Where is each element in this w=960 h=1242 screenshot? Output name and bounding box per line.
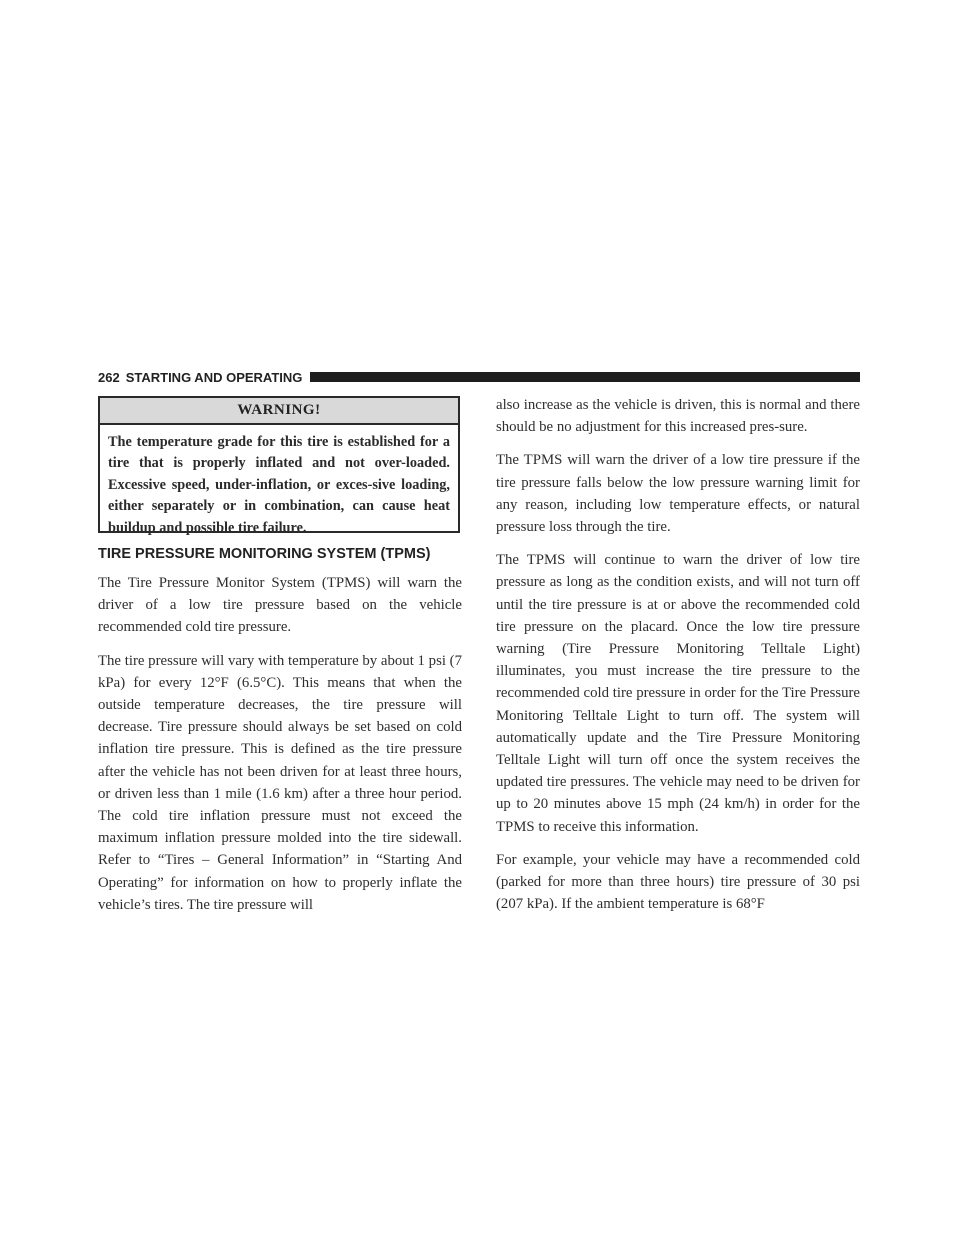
warning-text: The temperature grade for this tire is established for a tire that is properly inflated and not over-loaded. Excessive speed, under-inflation, or exces-sive loading, either separately or in combination, can cause heat buildup and possible tire failure. [108,434,450,536]
right-column [496,394,860,926]
paragraph: The Tire Pressure Monitor System (TPMS) will warn the driver of a low tire pressure based on the vehicle recommended cold tire pressure. [98,575,462,636]
section-title: STARTING AND OPERATING [125,369,303,385]
paragraph: The TPMS will continue to warn the driver of low tire pressure as long as the condition exists, and will not turn off until the tire pressure is at or above the recommended cold tire pressure on the placard. Once the low tire pressure warning (Tire Pressure Monitoring Telltale Light) illuminates, you must increase the tire pressure to the recommended cold tire pressure in order for the Tire Pressure Monitoring Telltale Light to turn off. The system will automatically update and the Tire Pressure Monitoring Telltale Light will turn off once the system receives the updated tire pressures. The vehicle may need to be driven for up to 20 minutes above 15 mph (24 km/h) in order for the TPMS to receive this information. [496,552,860,835]
paragraph: also increase as the vehicle is driven, this is normal and there should be no adjustment for this increased pres-sure. [496,397,860,436]
paragraph: The tire pressure will vary with temperature by about 1 psi (7 kPa) for every 12°F (6.5°C). This means that when the outside temperature decreases, the tire pressure will decrease. Tire pressure should always be set based on cold inflation tire pressure. This is defined as the tire pressure after the vehicle has not been driven for at least three hours, or driven less than 1 mile (1.6 km) after a three hour period. The cold tire inflation pressure must not exceed the maximum inflation pressure molded into the tire sidewall. Refer to “Tires – General Information” in “Starting And Operating” for information on how to properly inflate the vehicle’s tires. The tire pressure will [98,652,462,913]
section-heading: TIRE PRESSURE MONITORING SYSTEM (TPMS) [98,546,431,562]
paragraph: For example, your vehicle may have a recommended cold (parked for more than three hours) tire pressure of 30 psi (207 kPa). If the ambient temperature is 68°F [496,851,860,913]
page-number: 262 [98,369,120,385]
left-column [98,572,462,927]
paragraph: The TPMS will warn the driver of a low tire pressure if the tire pressure falls below the low pressure warning limit for any reason, including low temperature effects, or natural pressure loss through the tire. [496,452,860,536]
warning-box [98,396,460,536]
page-header [98,368,860,386]
header-rule [310,372,860,382]
warning-title: WARNING! [100,398,458,425]
